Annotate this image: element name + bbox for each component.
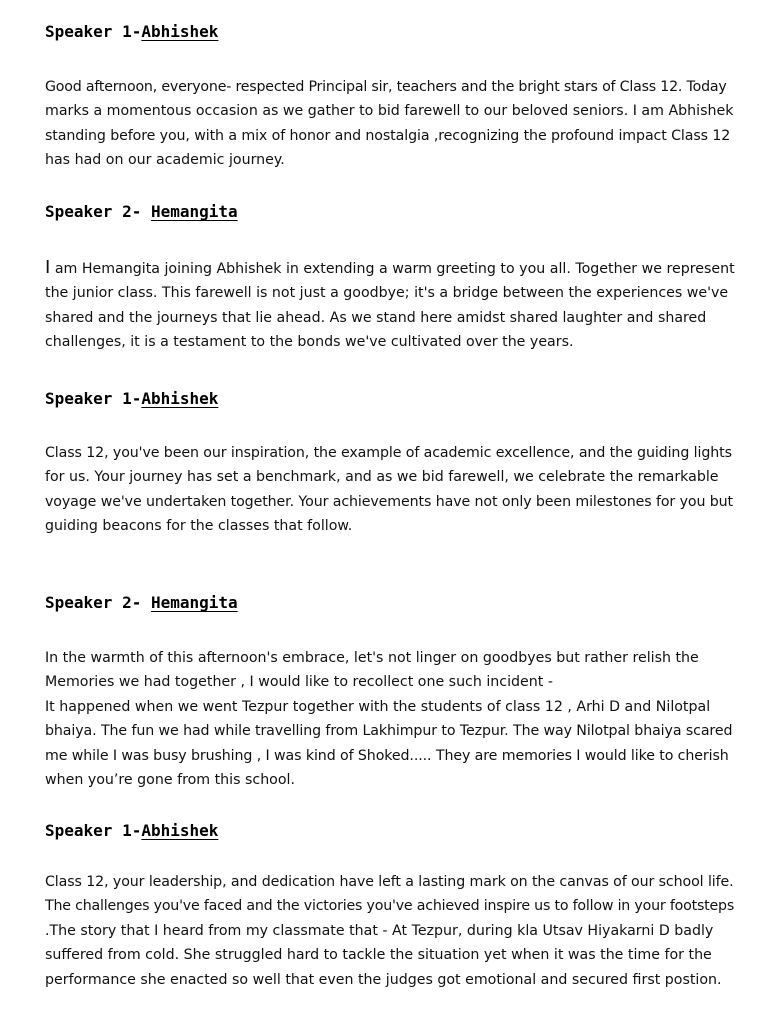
paragraph xyxy=(45,870,735,992)
speaker-heading xyxy=(45,22,735,42)
drop-letter: I xyxy=(45,257,51,278)
paragraph-line: It happened when we went Tezpur together with the students of class 12 , Arhi D and Nilotpal xyxy=(45,698,711,715)
paragraph-line: Class 12, you've been our inspiration, the example of academic excellence, and the guiding lights xyxy=(45,445,732,461)
paragraph xyxy=(45,75,735,173)
paragraph-line: In the warmth of this afternoon's embrace, let's not linger on goodbyes but rather relish the xyxy=(45,650,699,666)
paragraph-line: voyage we've undertaken together. Your achievements have not only been milestones for you but xyxy=(45,493,734,510)
speaker-name: Hemangita xyxy=(150,202,238,221)
speaker-name: Abhishek xyxy=(141,22,219,41)
paragraph-line: The challenges you've faced and the victories you've achieved inspire us to follow in your footsteps xyxy=(45,898,735,915)
paragraph-line: marks a momentous occasion as we gather to bid farewell to our beloved seniors. I am Abhishek xyxy=(45,103,734,120)
speaker-label: Speaker 2- xyxy=(45,202,151,221)
paragraph-line: the junior class. This farewell is not just a goodbye; it's a bridge between the experiences we've xyxy=(45,285,729,302)
paragraph-line xyxy=(45,256,735,281)
speaker-name: Abhishek xyxy=(141,389,219,408)
speaker-heading xyxy=(45,593,735,613)
paragraph-line: Class 12, your leadership, and dedication have left a lasting mark on the canvas of our school life. xyxy=(45,874,734,890)
paragraph xyxy=(45,441,735,539)
paragraph xyxy=(45,256,735,355)
paragraph-line: .The story that I heard from my classmate that - At Tezpur, during kla Utsav Hiyakarni D badly xyxy=(45,922,714,939)
paragraph-line: performance she enacted so well that even the judges got emotional and secured first postion. xyxy=(45,971,722,988)
paragraph-line-text: am Hemangita joining Abhishek in extending a warm greeting to you all. Together we represent xyxy=(50,261,735,277)
paragraph-line: Good afternoon, everyone- respected Principal sir, teachers and the bright stars of Class 12. Today xyxy=(45,79,727,95)
speaker-label: Speaker 2- xyxy=(45,593,151,612)
paragraph-line: shared and the journeys that lie ahead. As we stand here amidst shared laughter and shared xyxy=(45,309,707,326)
paragraph xyxy=(45,646,735,792)
paragraph-line: when you’re gone from this school. xyxy=(45,772,295,789)
speaker-label: Speaker 1- xyxy=(45,389,142,408)
speaker-name: Hemangita xyxy=(150,593,238,612)
paragraph-line: for us. Your journey has set a benchmark, and as we bid farewell, we celebrate the remarkable xyxy=(45,469,719,486)
paragraph-line: me while I was busy brushing , I was kind of Shoked..... They are memories I would like to cherish xyxy=(45,747,729,764)
speaker-label: Speaker 1- xyxy=(45,821,142,840)
paragraph-line: suffered from cold. She struggled hard to tackle the situation yet when it was the time for the xyxy=(45,947,712,964)
speaker-heading xyxy=(45,202,735,222)
speaker-name: Abhishek xyxy=(141,821,219,840)
paragraph-line: guiding beacons for the classes that follow. xyxy=(45,518,353,535)
speaker-label: Speaker 1- xyxy=(45,22,142,41)
speaker-heading xyxy=(45,389,735,409)
paragraph-line: challenges, it is a testament to the bonds we've cultivated over the years. xyxy=(45,334,574,351)
speaker-heading xyxy=(45,821,735,841)
paragraph-line: Memories we had together , I would like to recollect one such incident - xyxy=(45,674,553,691)
paragraph-line: standing before you, with a mix of honor and nostalgia ,recognizing the profound impact Class 12 xyxy=(45,127,731,144)
paragraph-line: bhaiya. The fun we had while travelling from Lakhimpur to Tezpur. The way Nilotpal bhaiya scared xyxy=(45,723,733,740)
paragraph-line: has had on our academic journey. xyxy=(45,152,285,169)
